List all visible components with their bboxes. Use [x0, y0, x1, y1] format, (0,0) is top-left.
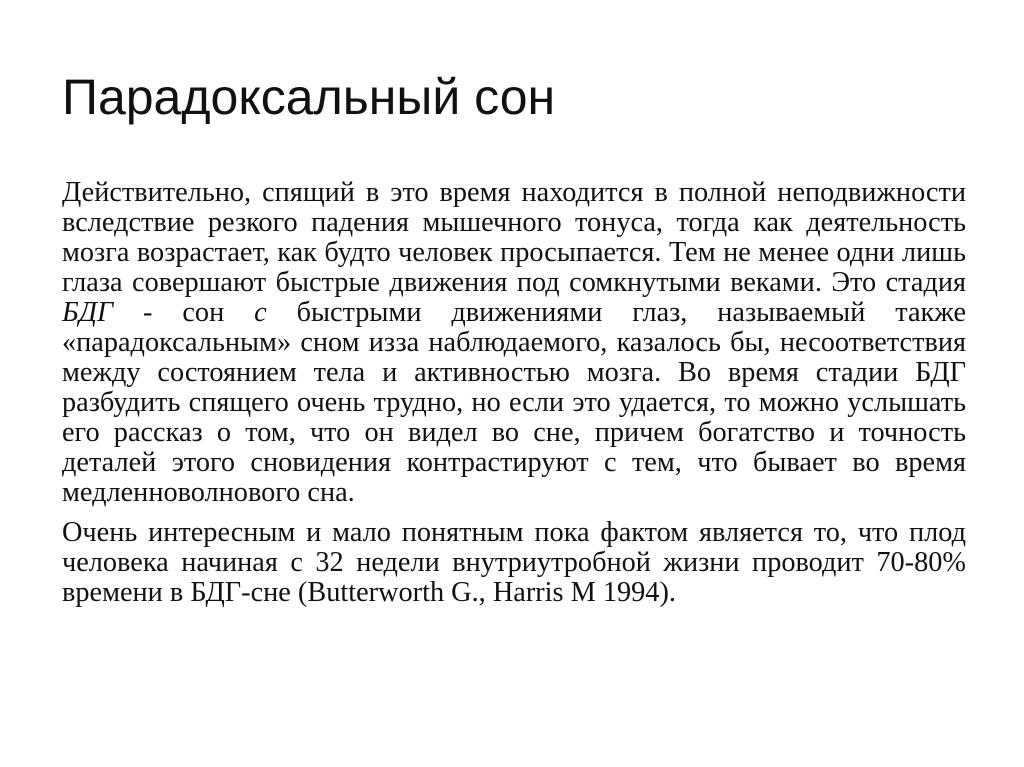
paragraph-text-part: Действительно, спящий в это время находится в полной неподвижности вследствие резкого падения мышечного тонуса, тогда как деятельность мозга возрастает, как будто человек просыпается. Тем не менее одни лишь глаза совершают быстрые движения под сомкнутыми веками. Это стадия: [62, 177, 966, 298]
paragraph-fetal-rem-sleep: Очень интересным и мало понятным пока фактом является то, что плод человека начиная с 32 недели внутриутробной жизни проводит 70-80% времени в БДГ-сне (Butterworth G., Harris M 1994).: [62, 517, 966, 608]
slide-title: Парадоксальный сон: [62, 69, 556, 125]
paragraph-text-part: быстрыми движениями глаз, называемый также «парадоксальным» сном изза наблюдаемого, казалось бы, несоответствия между состоянием тела и активностью мозга. Во время стадии БДГ разбудить спящего очень трудно, но если это удается, то можно услышать его рассказ о том, что он видел во сне, причем богатство и точность деталей этого сновидения контрастируют с тем, что бывает во время медленноволнового сна.: [62, 297, 966, 508]
slide-body: [62, 178, 966, 608]
paragraph-text-part: - сон: [113, 297, 255, 328]
preposition-italic: с: [254, 297, 267, 328]
term-bdg-italic: БДГ: [62, 297, 114, 328]
paragraph-rem-sleep-description: [62, 178, 966, 508]
